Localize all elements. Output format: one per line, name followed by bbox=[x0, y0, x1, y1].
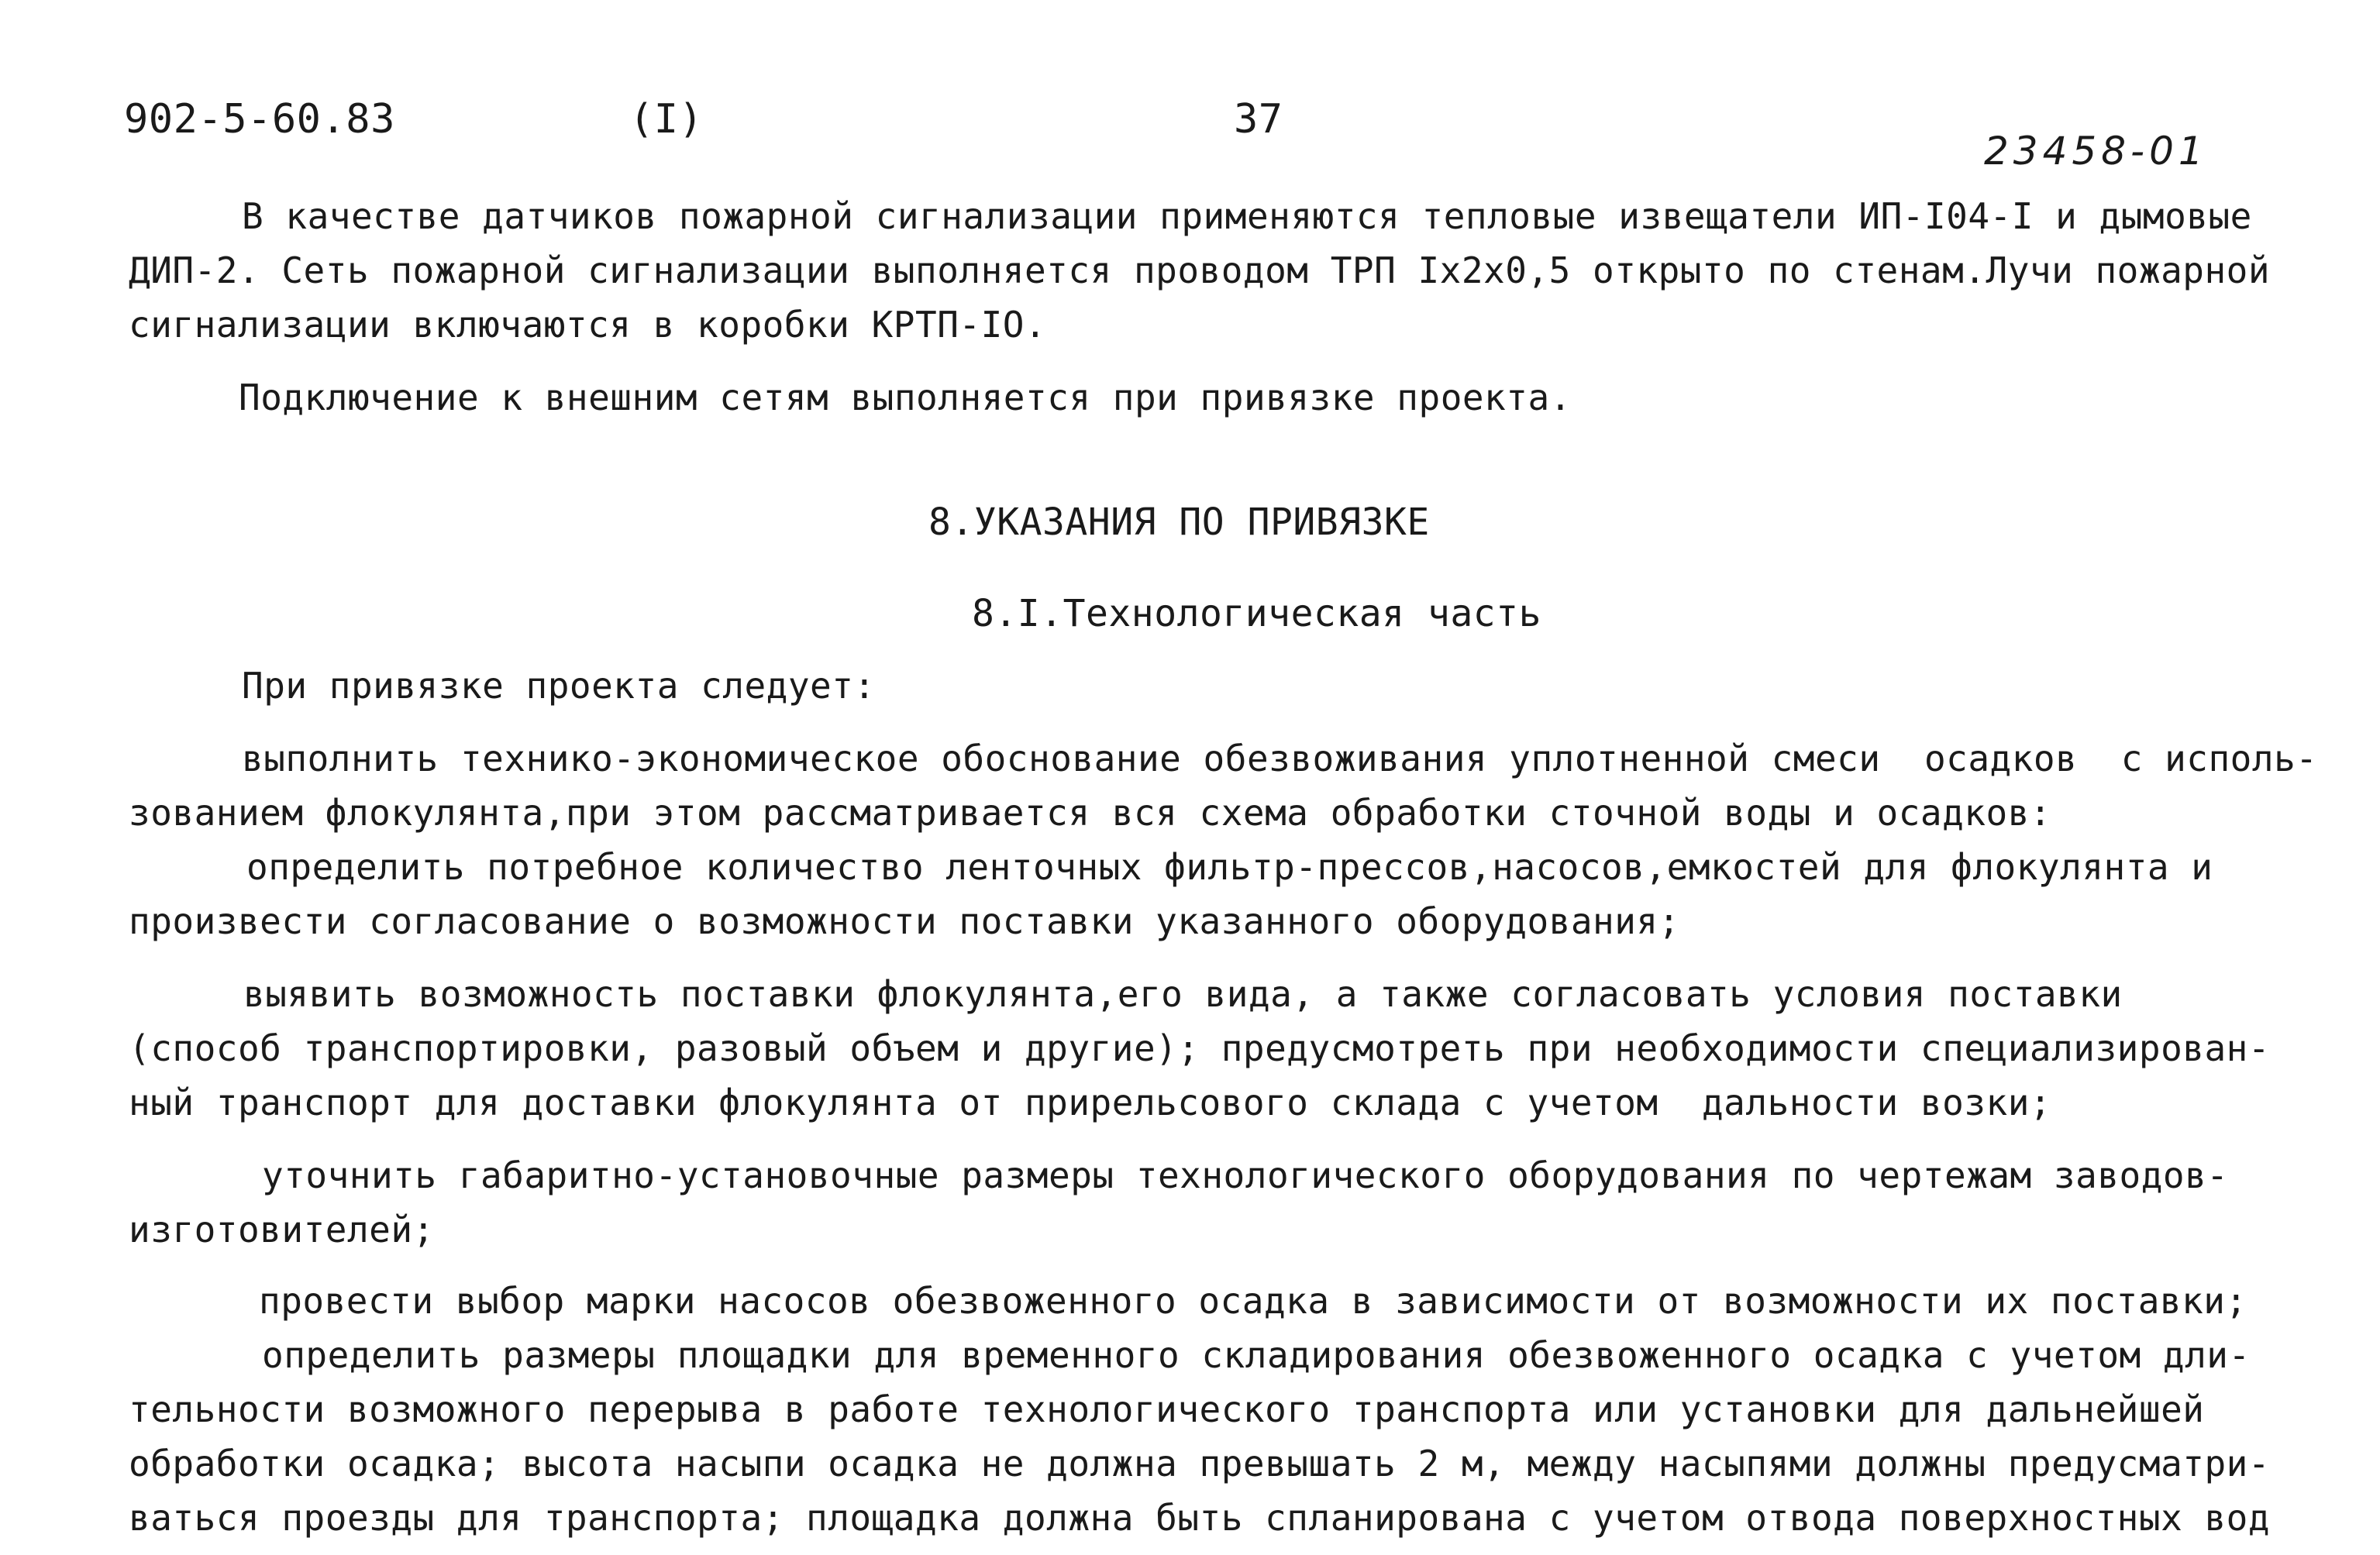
text-line: изготовителей; bbox=[129, 1209, 435, 1251]
text-line: уточнить габаритно-установочные размеры технологического оборудования по чертежам заводов- bbox=[262, 1154, 2229, 1196]
text-line: Подключение к внешним сетям выполняется при привязке проекта. bbox=[239, 377, 1572, 418]
text-line: тельности возможного перерыва в работе технологического транспорта или установки для дальнейшей bbox=[129, 1388, 2205, 1430]
document-part: (I) bbox=[629, 96, 704, 143]
text-line: выполнить технико-экономическое обоснование обезвоживания уплотненной смеси осадков с исполь- bbox=[242, 738, 2318, 779]
text-line: (способ транспортировки, разовый объем и другие); предусмотреть при необходимости специализирован- bbox=[129, 1027, 2271, 1069]
inventory-number: 23458-01 bbox=[1984, 129, 2208, 174]
subsection-heading: 8.I.Технологическая часть bbox=[972, 592, 1541, 635]
document-code: 902-5-60.83 bbox=[124, 96, 395, 143]
text-line: произвести согласование о возможности поставки указанного оборудования; bbox=[129, 900, 1680, 942]
text-line: провести выбор марки насосов обезвоженного осадка в зависимости от возможности их поставки; bbox=[259, 1280, 2247, 1322]
text-line: определить потребное количество ленточных фильтр-прессов,насосов,емкостей для флокулянта и bbox=[246, 846, 2213, 888]
text-line: При привязке проекта следует: bbox=[242, 665, 876, 707]
section-heading: 8.УКАЗАНИЯ ПО ПРИВЯЗКЕ bbox=[928, 501, 1430, 544]
page-number: 37 bbox=[1234, 96, 1283, 143]
text-line: ный транспорт для доставки флокулянта от прирельсового склада с учетом дальности возки; bbox=[129, 1082, 2052, 1123]
text-line: сигнализации включаются в коробки КРТП-IO. bbox=[129, 304, 1047, 346]
text-line: обработки осадка; высота насыпи осадка не должна превышать 2 м, между насыпями должны предусматри- bbox=[129, 1443, 2271, 1484]
text-line: выявить возможность поставки флокулянта,его вида, а также согласовать условия поставки bbox=[243, 973, 2123, 1015]
text-line: В качестве датчиков пожарной сигнализации применяются тепловые извещатели ИП-I04-I и дымовые bbox=[242, 195, 2252, 237]
text-line: ваться проезды для транспорта; площадка должна быть спланирована с учетом отвода поверхностных вод bbox=[129, 1497, 2271, 1539]
text-line: ДИП-2. Сеть пожарной сигнализации выполняется проводом ТРП Iх2х0,5 открыто по стенам.Лучи пожарной bbox=[129, 249, 2271, 291]
text-line: зованием флокулянта,при этом рассматривается вся схема обработки сточной воды и осадков: bbox=[129, 792, 2052, 834]
text-line: определить размеры площадки для временного складирования обезвоженного осадка с учетом дли- bbox=[262, 1334, 2251, 1376]
